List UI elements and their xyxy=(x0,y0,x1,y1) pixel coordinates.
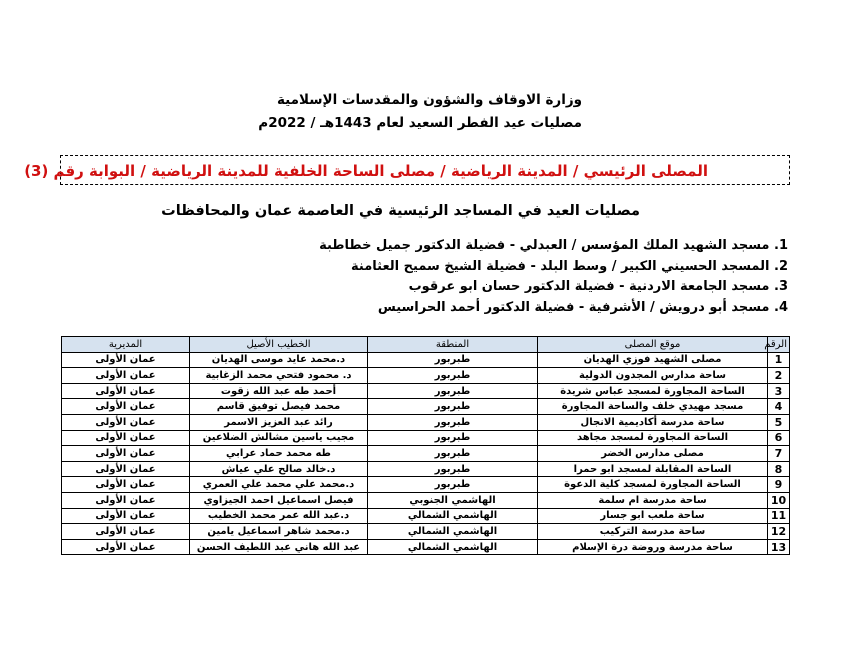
cell-number: 12 xyxy=(768,524,790,540)
table-header-row xyxy=(62,337,790,353)
cell-number: 4 xyxy=(768,399,790,415)
table-row xyxy=(62,368,790,384)
cell-directorate: عمان الأولى xyxy=(62,414,190,430)
header-area: المنطقة xyxy=(368,337,538,353)
cell-area: طبربور xyxy=(368,446,538,462)
cell-preacher: طه محمد حماد عرابي xyxy=(190,446,368,462)
cell-directorate: عمان الأولى xyxy=(62,430,190,446)
cell-preacher: د.محمد علي محمد علي العمري xyxy=(190,477,368,493)
cell-location: الساحة المجاورة لمسجد عباس شريدة xyxy=(538,383,768,399)
table-row xyxy=(62,414,790,430)
header-location: موقع المصلى xyxy=(538,337,768,353)
cell-number: 2 xyxy=(768,368,790,384)
table-row xyxy=(62,446,790,462)
list-item: 4. مسجد أبو درويش / الأشرفية - فضيلة الدكتور أحمد الحراسيس xyxy=(377,299,788,315)
cell-location: ساحة مدرسة ام سلمة xyxy=(538,492,768,508)
cell-number: 1 xyxy=(768,352,790,368)
cell-number: 13 xyxy=(768,539,790,555)
table-row xyxy=(62,477,790,493)
section-subtitle: مصليات العيد في المساجد الرئيسية في العاصمة عمان والمحافظات xyxy=(161,203,640,219)
cell-area: طبربور xyxy=(368,399,538,415)
cell-location: الساحة المجاورة لمسجد كلية الدعوة xyxy=(538,477,768,493)
cell-number: 7 xyxy=(768,446,790,462)
cell-directorate: عمان الأولى xyxy=(62,461,190,477)
table-row xyxy=(62,492,790,508)
table-row xyxy=(62,539,790,555)
cell-number: 5 xyxy=(768,414,790,430)
cell-location: مصلى الشهيد فوزي الهديان xyxy=(538,352,768,368)
cell-directorate: عمان الأولى xyxy=(62,383,190,399)
list-item: 2. المسجد الحسيني الكبير / وسط البلد - فضيلة الشيخ سميح العثامنة xyxy=(351,258,788,274)
cell-area: طبربور xyxy=(368,430,538,446)
cell-preacher: أحمد طه عبد الله زقوت xyxy=(190,383,368,399)
cell-area: الهاشمي الشمالي xyxy=(368,524,538,540)
cell-preacher: د.عبد الله عمر محمد الخطيب xyxy=(190,508,368,524)
cell-number: 10 xyxy=(768,492,790,508)
cell-preacher: فيصل اسماعيل احمد الجيزاوي xyxy=(190,492,368,508)
cell-preacher: رائد عبد العزيز الاسمر xyxy=(190,414,368,430)
event-title: مصليات عيد الفطر السعيد لعام 1443هـ / 2022م xyxy=(258,115,582,131)
cell-location: مصلى مدارس الخضر xyxy=(538,446,768,462)
cell-preacher: د.خالد صالح علي عياش xyxy=(190,461,368,477)
cell-directorate: عمان الأولى xyxy=(62,524,190,540)
cell-number: 3 xyxy=(768,383,790,399)
cell-number: 9 xyxy=(768,477,790,493)
cell-preacher: د.محمد عايد موسى الهديان xyxy=(190,352,368,368)
table-body xyxy=(62,352,790,555)
cell-number: 11 xyxy=(768,508,790,524)
cell-directorate: عمان الأولى xyxy=(62,446,190,462)
cell-directorate: عمان الأولى xyxy=(62,352,190,368)
cell-area: طبربور xyxy=(368,383,538,399)
cell-preacher: مجيب ياسين مشالش الضلاعين xyxy=(190,430,368,446)
cell-area: الهاشمي الشمالي xyxy=(368,539,538,555)
cell-directorate: عمان الأولى xyxy=(62,539,190,555)
cell-location: الساحة المقابلة لمسجد ابو حمرا xyxy=(538,461,768,477)
cell-area: الهاشمي الجنوبي xyxy=(368,492,538,508)
cell-area: طبربور xyxy=(368,352,538,368)
header-directorate: المديرية xyxy=(62,337,190,353)
cell-location: مسجد مهيدي خلف والساحة المجاورة xyxy=(538,399,768,415)
table-row xyxy=(62,508,790,524)
cell-area: طبربور xyxy=(368,368,538,384)
table-row xyxy=(62,399,790,415)
cell-location: ساحة مدارس المجدون الدولية xyxy=(538,368,768,384)
table-row xyxy=(62,352,790,368)
cell-preacher: عبد الله هاني عبد اللطيف الحسن xyxy=(190,539,368,555)
list-item: 3. مسجد الجامعة الاردنية - فضيلة الدكتور حسان ابو عرقوب xyxy=(408,279,788,294)
header-number: الرقم xyxy=(768,337,790,353)
cell-directorate: عمان الأولى xyxy=(62,508,190,524)
cell-directorate: عمان الأولى xyxy=(62,399,190,415)
cell-number: 6 xyxy=(768,430,790,446)
table-row xyxy=(62,383,790,399)
cell-directorate: عمان الأولى xyxy=(62,492,190,508)
cell-directorate: عمان الأولى xyxy=(62,368,190,384)
cell-location: ساحة مدرسة التركيب xyxy=(538,524,768,540)
prayer-locations-table xyxy=(61,336,790,555)
table-row xyxy=(62,430,790,446)
cell-area: طبربور xyxy=(368,477,538,493)
cell-location: ساحة ملعب ابو جسار xyxy=(538,508,768,524)
cell-location: الساحة المجاورة لمسجد مجاهد xyxy=(538,430,768,446)
cell-number: 8 xyxy=(768,461,790,477)
cell-location: ساحة مدرسة وروضة درة الإسلام xyxy=(538,539,768,555)
cell-directorate: عمان الأولى xyxy=(62,477,190,493)
cell-preacher: محمد فيصل توفيق قاسم xyxy=(190,399,368,415)
header-preacher: الخطيب الأصيل xyxy=(190,337,368,353)
main-mosques-list xyxy=(308,236,788,318)
table-row xyxy=(62,524,790,540)
cell-area: طبربور xyxy=(368,461,538,477)
cell-area: الهاشمي الشمالي xyxy=(368,508,538,524)
cell-location: ساحة مدرسة أكاديمية الانجال xyxy=(538,414,768,430)
cell-preacher: د. محمود فتحي محمد الزغابية xyxy=(190,368,368,384)
cell-preacher: د.محمد شاهر اسماعيل يامين xyxy=(190,524,368,540)
list-item: 1. مسجد الشهيد الملك المؤسس / العبدلي - فضيلة الدكتور جميل خطاطبة xyxy=(319,238,788,253)
ministry-title: وزارة الاوقاف والشؤون والمقدسات الإسلامية xyxy=(276,92,582,108)
main-prayer-location: المصلى الرئيسي / المدينة الرياضية / مصلى الساحة الخلفية للمدينة الرياضية / البوابة رقم (3) xyxy=(24,162,708,180)
cell-area: طبربور xyxy=(368,414,538,430)
table-row xyxy=(62,461,790,477)
